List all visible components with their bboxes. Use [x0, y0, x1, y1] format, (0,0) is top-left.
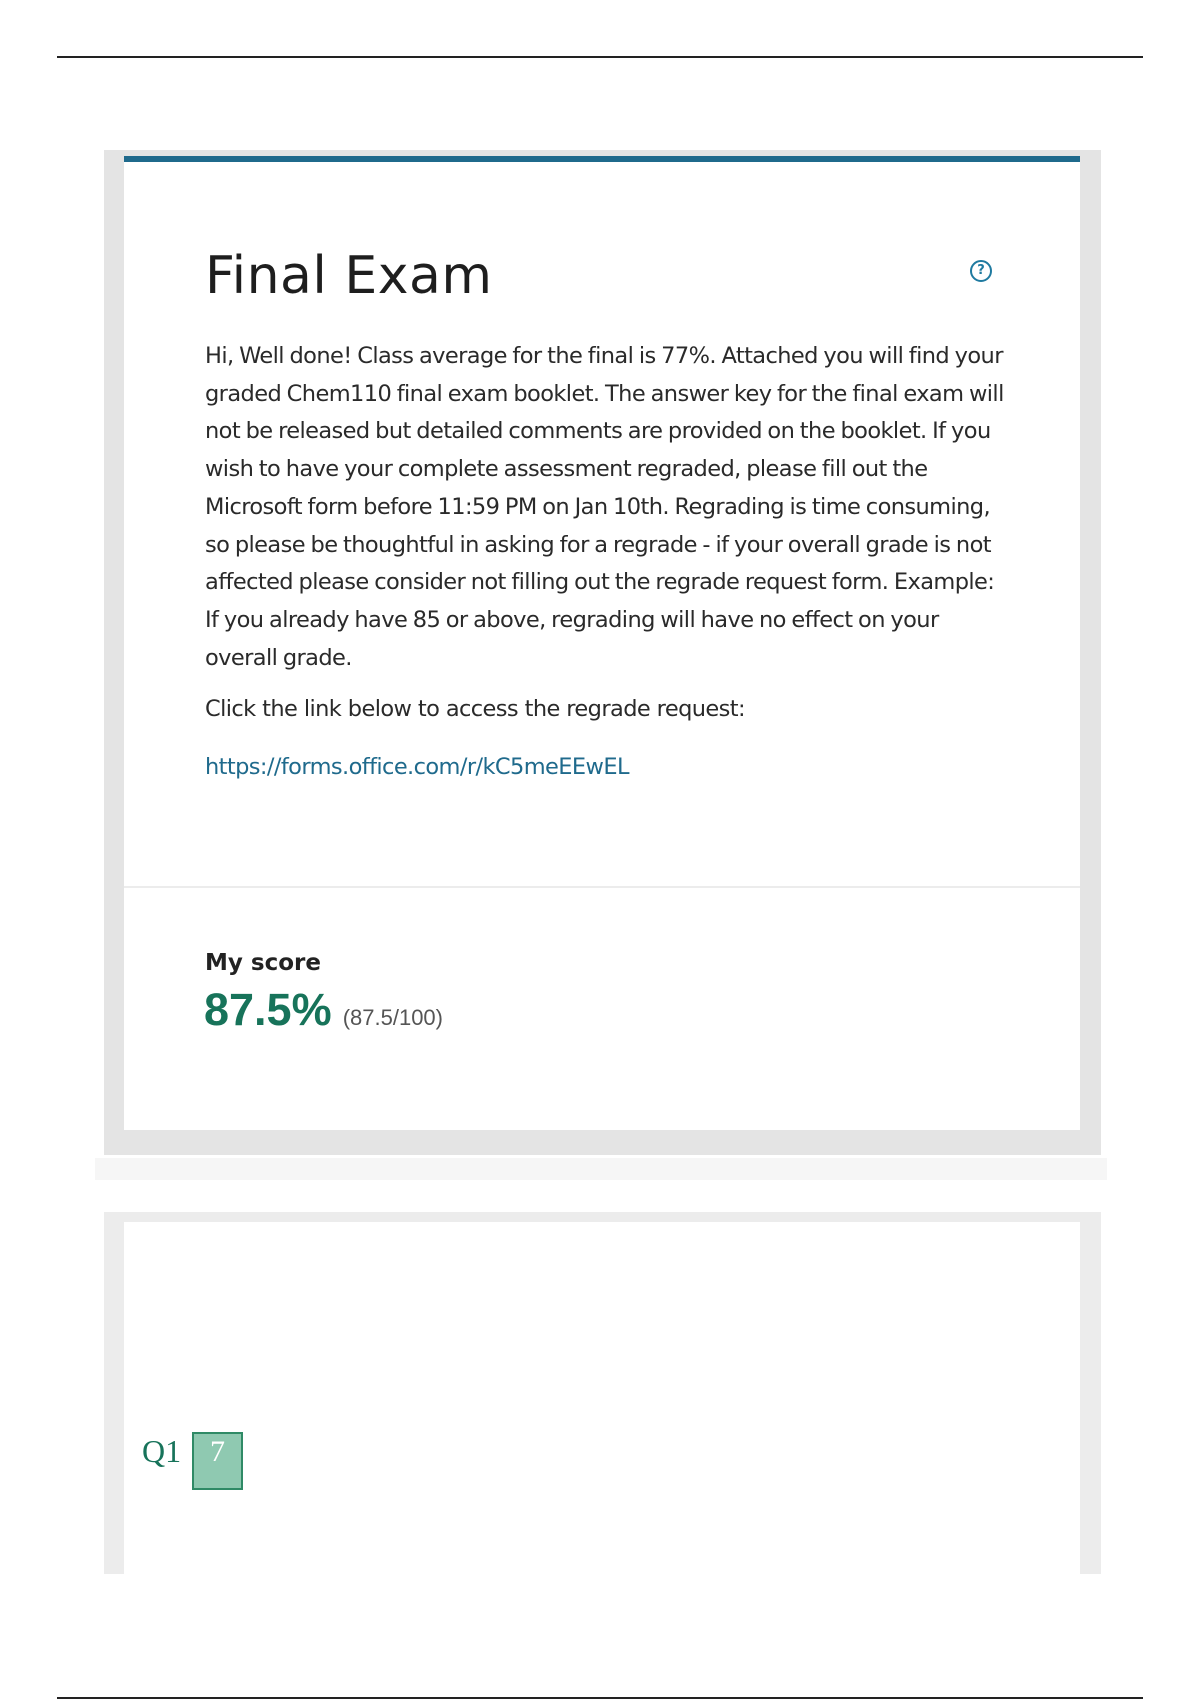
section-separator — [95, 1158, 1107, 1180]
link-intro-text: Click the link below to access the regrade request: — [205, 696, 745, 722]
page-title: Final Exam — [205, 246, 493, 306]
question-label: Q1 — [142, 1433, 182, 1469]
exam-message: Hi, Well done! Class average for the final is 77%. Attached you will find your graded Chem110 final exam booklet. The answer key for the final exam will not be released but detailed comments are provided on the booklet. If you wish to have your complete assessment regraded, please fill out the Microsoft form before 11:59 PM on Jan 10th. Regrading is time consuming, so please be thoughtful in asking for a regrade - if your overall grade is not affected please consider not filling out the regrade request form. Example: If you already have 85 or above, regrading will have no effect on your overall grade. — [205, 343, 1004, 671]
question-card — [124, 1222, 1080, 1574]
regrade-request-link[interactable]: https://forms.office.com/r/kC5meEEwEL — [205, 754, 629, 780]
bottom-rule — [57, 1697, 1143, 1699]
score-label: My score — [205, 950, 321, 976]
question-circle-icon[interactable]: ? — [970, 260, 992, 282]
score-row — [204, 984, 443, 1036]
card-divider — [124, 886, 1080, 888]
exam-card — [124, 156, 1080, 1130]
question-score-box: 7 — [192, 1432, 243, 1490]
top-rule — [57, 56, 1143, 58]
score-percent: 87.5% — [204, 984, 332, 1035]
score-raw: (87.5/100) — [342, 1005, 443, 1030]
